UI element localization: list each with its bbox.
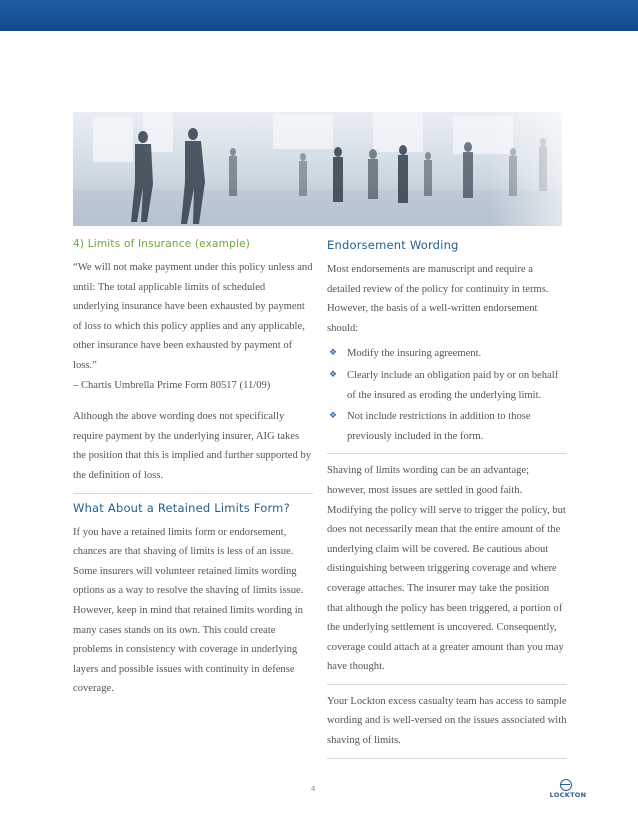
list-item: ❖ Not include restrictions in addition to those previously included in the form. — [327, 407, 567, 446]
shaving-of-limits-paragraph: Shaving of limits wording can be an advantage; however, most issues are settled in good faith. Modifying the policy will serve to trigger the policy, but does not necessarily mean that the entire amount of the underlying claim will be covered. Be cautious about distinguishing between triggering coverage and where coverage attaches. The insurer may take the position that although the policy has been triggered, a portion of the underlying settlement is uncovered. Consequently, coverage could attach at a greater amount than you may have thought. — [327, 465, 566, 673]
lockton-team-paragraph: Your Lockton excess casualty team has access to sample wording and is well-versed on the issues associated with shaving of limits. — [327, 695, 567, 747]
list-item: ❖ Modify the insuring agreement. — [327, 344, 567, 364]
retained-limits-paragraph: If you have a retained limits form or endorsement, chances are that shaving of limits is less of an issue. Some insurers will volunteer retained limits wording options as a way to resolve the shaving of limits issue. However, keep in mind that retained limits wording in many cases stands on its own. This could create problems in consistency with coverage in underlying layers and possible issues with continuity in defense coverage. — [73, 526, 304, 695]
section-divider — [327, 684, 567, 685]
aig-position-paragraph: Although the above wording does not specifically require payment by the underlying insurer, AIG takes the position that this is implied and further supported by the definition of loss. — [73, 411, 312, 481]
diamond-bullet-icon: ❖ — [329, 348, 338, 359]
policy-quote: “We will not make payment under this policy unless and until: The total applicable limits of scheduled underlying insurance have been exhausted by payment of loss to which this policy applies and any applicable, other insurance have been exhausted by payment of loss.” — [73, 262, 313, 371]
endorsement-bullet-list — [327, 344, 567, 446]
top-banner — [0, 0, 638, 31]
list-item: ❖ Clearly include an obligation paid by or on behalf of the insured as eroding the underlying limit. — [327, 366, 567, 405]
right-column — [327, 238, 567, 766]
left-column — [73, 238, 313, 699]
hero-photo-commuters — [73, 112, 562, 226]
diamond-bullet-icon: ❖ — [329, 411, 338, 422]
logo-wordmark: LOCKTON — [549, 791, 587, 799]
page-number: 4 — [311, 785, 316, 793]
section-divider — [327, 453, 567, 454]
diamond-bullet-icon: ❖ — [329, 369, 338, 380]
quote-source: – Chartis Umbrella Prime Form 80517 (11/09) — [73, 379, 271, 391]
limits-of-insurance-heading: 4) Limits of Insurance (example) — [73, 238, 251, 250]
section-divider — [327, 758, 567, 759]
retained-limits-heading: What About a Retained Limits Form? — [73, 500, 290, 515]
globe-icon — [560, 779, 572, 791]
endorsement-wording-heading: Endorsement Wording — [327, 238, 459, 252]
section-divider — [73, 493, 313, 494]
lockton-logo — [540, 779, 596, 799]
endorsement-intro: Most endorsements are manuscript and require a detailed review of the policy for continuity in terms. However, the basis of a well-written endorsement should: — [327, 264, 549, 334]
